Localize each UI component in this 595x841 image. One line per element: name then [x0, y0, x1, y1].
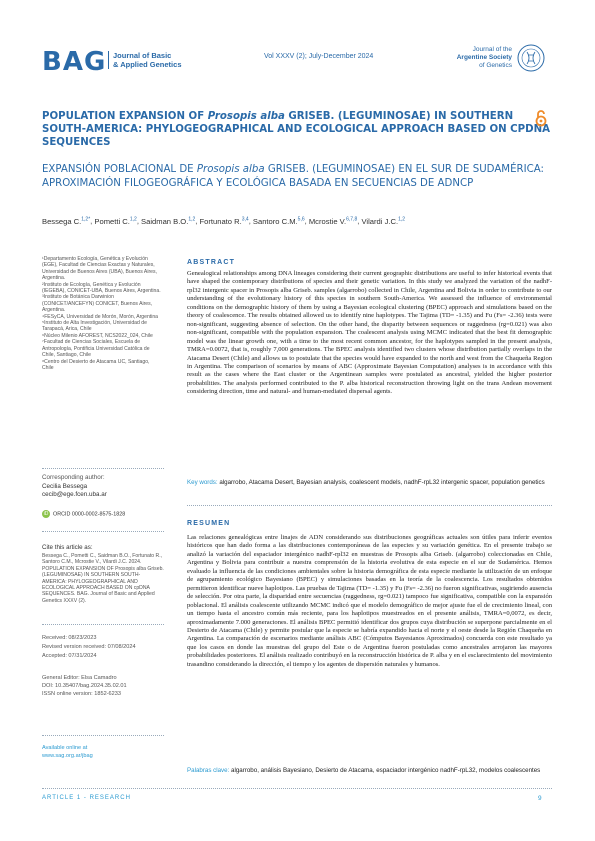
abstract-text: Genealogical relationships among DNA lineages considering their current geographic distributions are useful to infer historical events that have shaped the contemporary distributions of species and their genetic variation. In this study we analyzed the variation of the nadhF-rpl32 intergenic spacer in Prosopis alba Griseb. samples (algarrobo) collected in Chile, Argentina and Bolivia in order to contribute to our understanding of the evolutionary history of this species in southern South-America. We assessed the influence of environmental conditions on the demographic history of them by using a Bayesian ecological clustering (BPEC) approach and simulations based on the theory of coalescence. The results obtained allowed us to identify nine haplotypes. The Tajima (TD= -1.35) and Fu (Fs= -2.36) tests were non-significant, suggesting absence of selection. On the other hand, the disparity between sequences or raggedness (rg=0.021) was also non-significant, compatible with the population expansion. The coalescent analysis using MCMC indicated that the best fit demographic model was the linear growth one, with a time to the most recent common ancestor, for the haplotypes sampled in the present analysis, TMRA=0.0072, that is, roughly 7,000 generations. The BPEC analysis identified two clusters whose distribution partially overlaps in the Atacama Desert (Chile) and allows us to postulate that the species would have expanded to the north and west from the Chaqueña Region in Argentina. The comparison of scenarios by means of ABC (Approximate Bayesian Computation) analyses is in accordance with this result as the cases where the East cluster or the Argentinean samples were postulated as ancestral, yielded the higher posterior probabilities. The analysis performed contributed to the P. alba historical reconstruction throwing light on the trans Andean movement considering direction, time and natural- and human-mediated dispersal agents.	[187, 270, 552, 396]
availability: Available online at www.sag.org.ar/jbag	[42, 745, 93, 759]
affiliation-item: ⁸Centro del Desierto de Atacama UC, Santiago, Chile	[42, 358, 150, 371]
orcid-link[interactable]: iD ORCID 0000-0002-8575-1828	[43, 511, 126, 518]
article-title-en: POPULATION EXPANSION OF Prosopis alba GRISEB. (LEGUMINOSAE) IN SOUTHERN SOUTH-AMERICA: PHYLOGEOGRAPHICAL AND ECOLOGICAL APPROACH BASED ON CPDNA SEQUENCES	[42, 111, 550, 148]
society-name: Journal of the Argentine Society of Genetics	[456, 46, 512, 69]
journal-url-link[interactable]: www.sag.org.ar/jbag	[42, 752, 93, 759]
affiliation-item: ⁶Núcleo Milenio AFOREST, NCS2022_024, Chile	[42, 332, 153, 339]
journal-name: Journal of Basic & Applied Genetics	[108, 51, 182, 69]
author-name: Mcrostie V.$^{6,7,8}$	[308, 216, 358, 226]
affiliation-item: ⁴FESyCA, Universidad de Morón, Morón, Argentina	[42, 313, 159, 320]
society-seal-icon	[517, 44, 545, 72]
article-meta: General Editor: Elsa Camadro DOI: 10.35407/bag.2024.35.02.01 ISSN online version: 1852-6233	[42, 674, 162, 698]
author-name: Pometti C.$^{1,2}$	[94, 216, 137, 226]
author-affiliation-marker: 6,7,8	[346, 216, 358, 222]
orcid-icon: iD	[43, 511, 49, 517]
author-affiliation-marker: 1,2	[188, 216, 196, 222]
affiliations	[42, 256, 162, 371]
abstract-keywords: Key words: algarrobo, Atacama Desert, Bayesian analysis, coalescent models, nadhF-rpL32 intergenic spacer, population genetics	[187, 479, 545, 486]
divider	[187, 505, 552, 506]
author-name: Santoro C.M.$^{5,6}$	[252, 216, 305, 226]
affiliation-item: ⁷Facultad de Ciencias Sociales, Escuela de Antropología, Pontificia Universidad Católica de Chile, Santiago, Chile	[42, 339, 150, 359]
resumen-heading: RESUMEN	[187, 520, 231, 527]
author-affiliation-marker: 1,2	[129, 216, 137, 222]
article-title-es: EXPANSIÓN POBLACIONAL DE Prosopis alba GRISEB. (LEGUMINOSAE) EN EL SUR DE SUDAMÉRICA: APROXIMACIÓN FILOGEOGRÁFICA Y ECOLÓGICA BASADA EN SECUENCIAS DE ADNCP	[42, 164, 544, 189]
author-name: Saidman B.O.$^{1,2}$	[141, 216, 196, 226]
page-number: 9	[538, 795, 542, 802]
author-list: Bessega C.$^{1,2*}$, Pometti C.$^{1,2}$, Saidman B.O.$^{1,2}$, Fortunato R.$^{3,4}$, Santoro C.M.$^{5,6}$, Mcrostie V.$^{6,7,8}$, Vilardi J.C.$^{1,2}$	[42, 216, 406, 226]
divider	[42, 735, 164, 736]
divider	[42, 624, 164, 625]
corresponding-label: Corresponding author:	[42, 474, 105, 481]
resumen-keywords: Palabras clave: algarrobo, análisis Bayesiano, Desierto de Atacama, espaciador intergénico nadhF-rpL32, modelos coalescentes	[187, 767, 541, 774]
cite-label: Cite this article as:	[42, 544, 93, 551]
affiliation-item: ⁵Instituto de Alta Investigación, Universidad de Tarapacá, Arica, Chile	[42, 320, 147, 333]
divider	[42, 531, 164, 532]
resumen-text: Las relaciones genealógicas entre linajes de ADN considerando sus distribuciones geográficas actuales son útiles para inferir eventos históricos que han dado forma a las distribuciones contemporáneas de las especies y su variación genética. En el presente trabajo se analizó la variación del espaciador intergénico nadhF-rpl32 en muestras de Prosopis alba Griseb. (algarrobo) coleccionadas en Chile, Argentina y Bolivia para contribuir a nuestra comprensión de la historia evolutiva de esta especie en el sur de Sudamérica. Hemos evaluado la influencia de las condiciones ambientales sobre la historia demográfica de esta especie mediante la utilización de un enfoque de agrupamiento ecológico Bayesiano (BPEC) y simulaciones basadas en la teoría de la coalescencia. Los resultados obtenidos permitieron identificar nueve haplotipos. Las pruebas de Tajima (TD= -1.35) y Fu (Fs= -2.36) no fueron significativas, sugiriendo ausencia de selección. Por otra parte, la disparidad entre secuencias (raggedness, rg=0.021) tampoco fue significativa, compatible con la expansión poblacional. El análisis coalescente utilizando MCMC indicó que el modelo demográfico de mejor ajuste fue el de crecimiento lineal, con un tiempo hasta el ancestro común más reciente, para los haplotipos muestreados en el presente análisis, TMRA=0,0072, es decir, aproximadamente 7.000 generaciones. El análisis BPEC permitió identificar dos grupos cuya distribución se superpone parcialmente en el Desierto de Atacama (Chile) y permite postular que la especie se habría expandido hacia el norte y el oeste desde la Región Chaqueña en Argentina. La comparación de escenarios mediante análisis ABC (Cómputos Bayesianos Aproximados) concuerda con este resultado ya que los casos en donde las muestras del grupo del Este o de Argentina fueron postuladas como ancestrales arrojaron las mayores probabilidades posteriores. El análisis realizado contribuyó en la reconstrucción histórica de P. alba y en el esclarecimiento del movimiento trasandino considerando la dirección, el tiempo y los agentes de dispersión naturales y humanos.	[187, 534, 552, 668]
affiliation-item: ¹Departamento Ecología, Genética y Evolución (EGE), Facultad de Ciencias Exactas y Naturales, Universidad de Buenos Aires (UBA), Buenos Aires, Argentina.	[42, 256, 157, 282]
open-access-icon[interactable]	[534, 109, 548, 127]
author-name: Vilardi J.C.$^{1,2}$	[361, 216, 406, 226]
divider	[42, 468, 164, 469]
author-affiliation-marker: 5,6	[297, 216, 305, 222]
affiliation-item: ²Instituto de Ecología, Genética y Evolución (IEGEBA), CONICET-UBA, Buenos Aires, Argentina.	[42, 281, 161, 295]
corresponding-author: Cecilia Bessega cecib@ege.fcen.uba.ar	[42, 483, 107, 498]
author-name: Bessega C.$^{1,2*}$	[42, 216, 91, 226]
doi-link[interactable]: DOI: 10.35407/bag.2024.35.02.01	[42, 683, 127, 689]
abstract-heading: ABSTRACT	[187, 259, 236, 266]
affiliation-item: ³Instituto de Botánica Darwinion (CONICET/ANCEFYN) CONICET, Buenos Aires, Argentina.	[42, 294, 153, 314]
article-dates: Received: 08/23/2023 Revised version received: 07/08/2024 Accepted: 07/31/2024	[42, 635, 136, 659]
journal-logo: BAG	[42, 47, 107, 77]
author-affiliation-marker: 1,2*	[81, 216, 91, 222]
divider	[42, 788, 552, 789]
author-name: Fortunato R.$^{3,4}$	[199, 216, 249, 226]
author-affiliation-marker: 3,4	[241, 216, 249, 222]
corresponding-email-link[interactable]: cecib@ege.fcen.uba.ar	[42, 491, 107, 498]
citation-text: Bessega C., Pometti C., Saidman B.O., Fortunato R., Santoro C.M., Mcrostie V., Vilardi J.C. 2024. POPULATION EXPANSION OF Prosopis alba Griseb. (LEGUMINOSAE) IN SOUTHERN SOUTH-AMERICA: PHYLOGEOGRAPHICAL AND ECOLOGICAL APPROACH BASED ON cpDNA SEQUENCES. BAG. Journal of Basic and Applied Genetics XXXV (2).	[42, 553, 164, 604]
volume-info: Vol XXXV (2); July-December 2024	[264, 53, 374, 60]
section-label: ARTICLE 1 - RESEARCH	[42, 795, 131, 801]
author-affiliation-marker: 1,2	[398, 216, 406, 222]
